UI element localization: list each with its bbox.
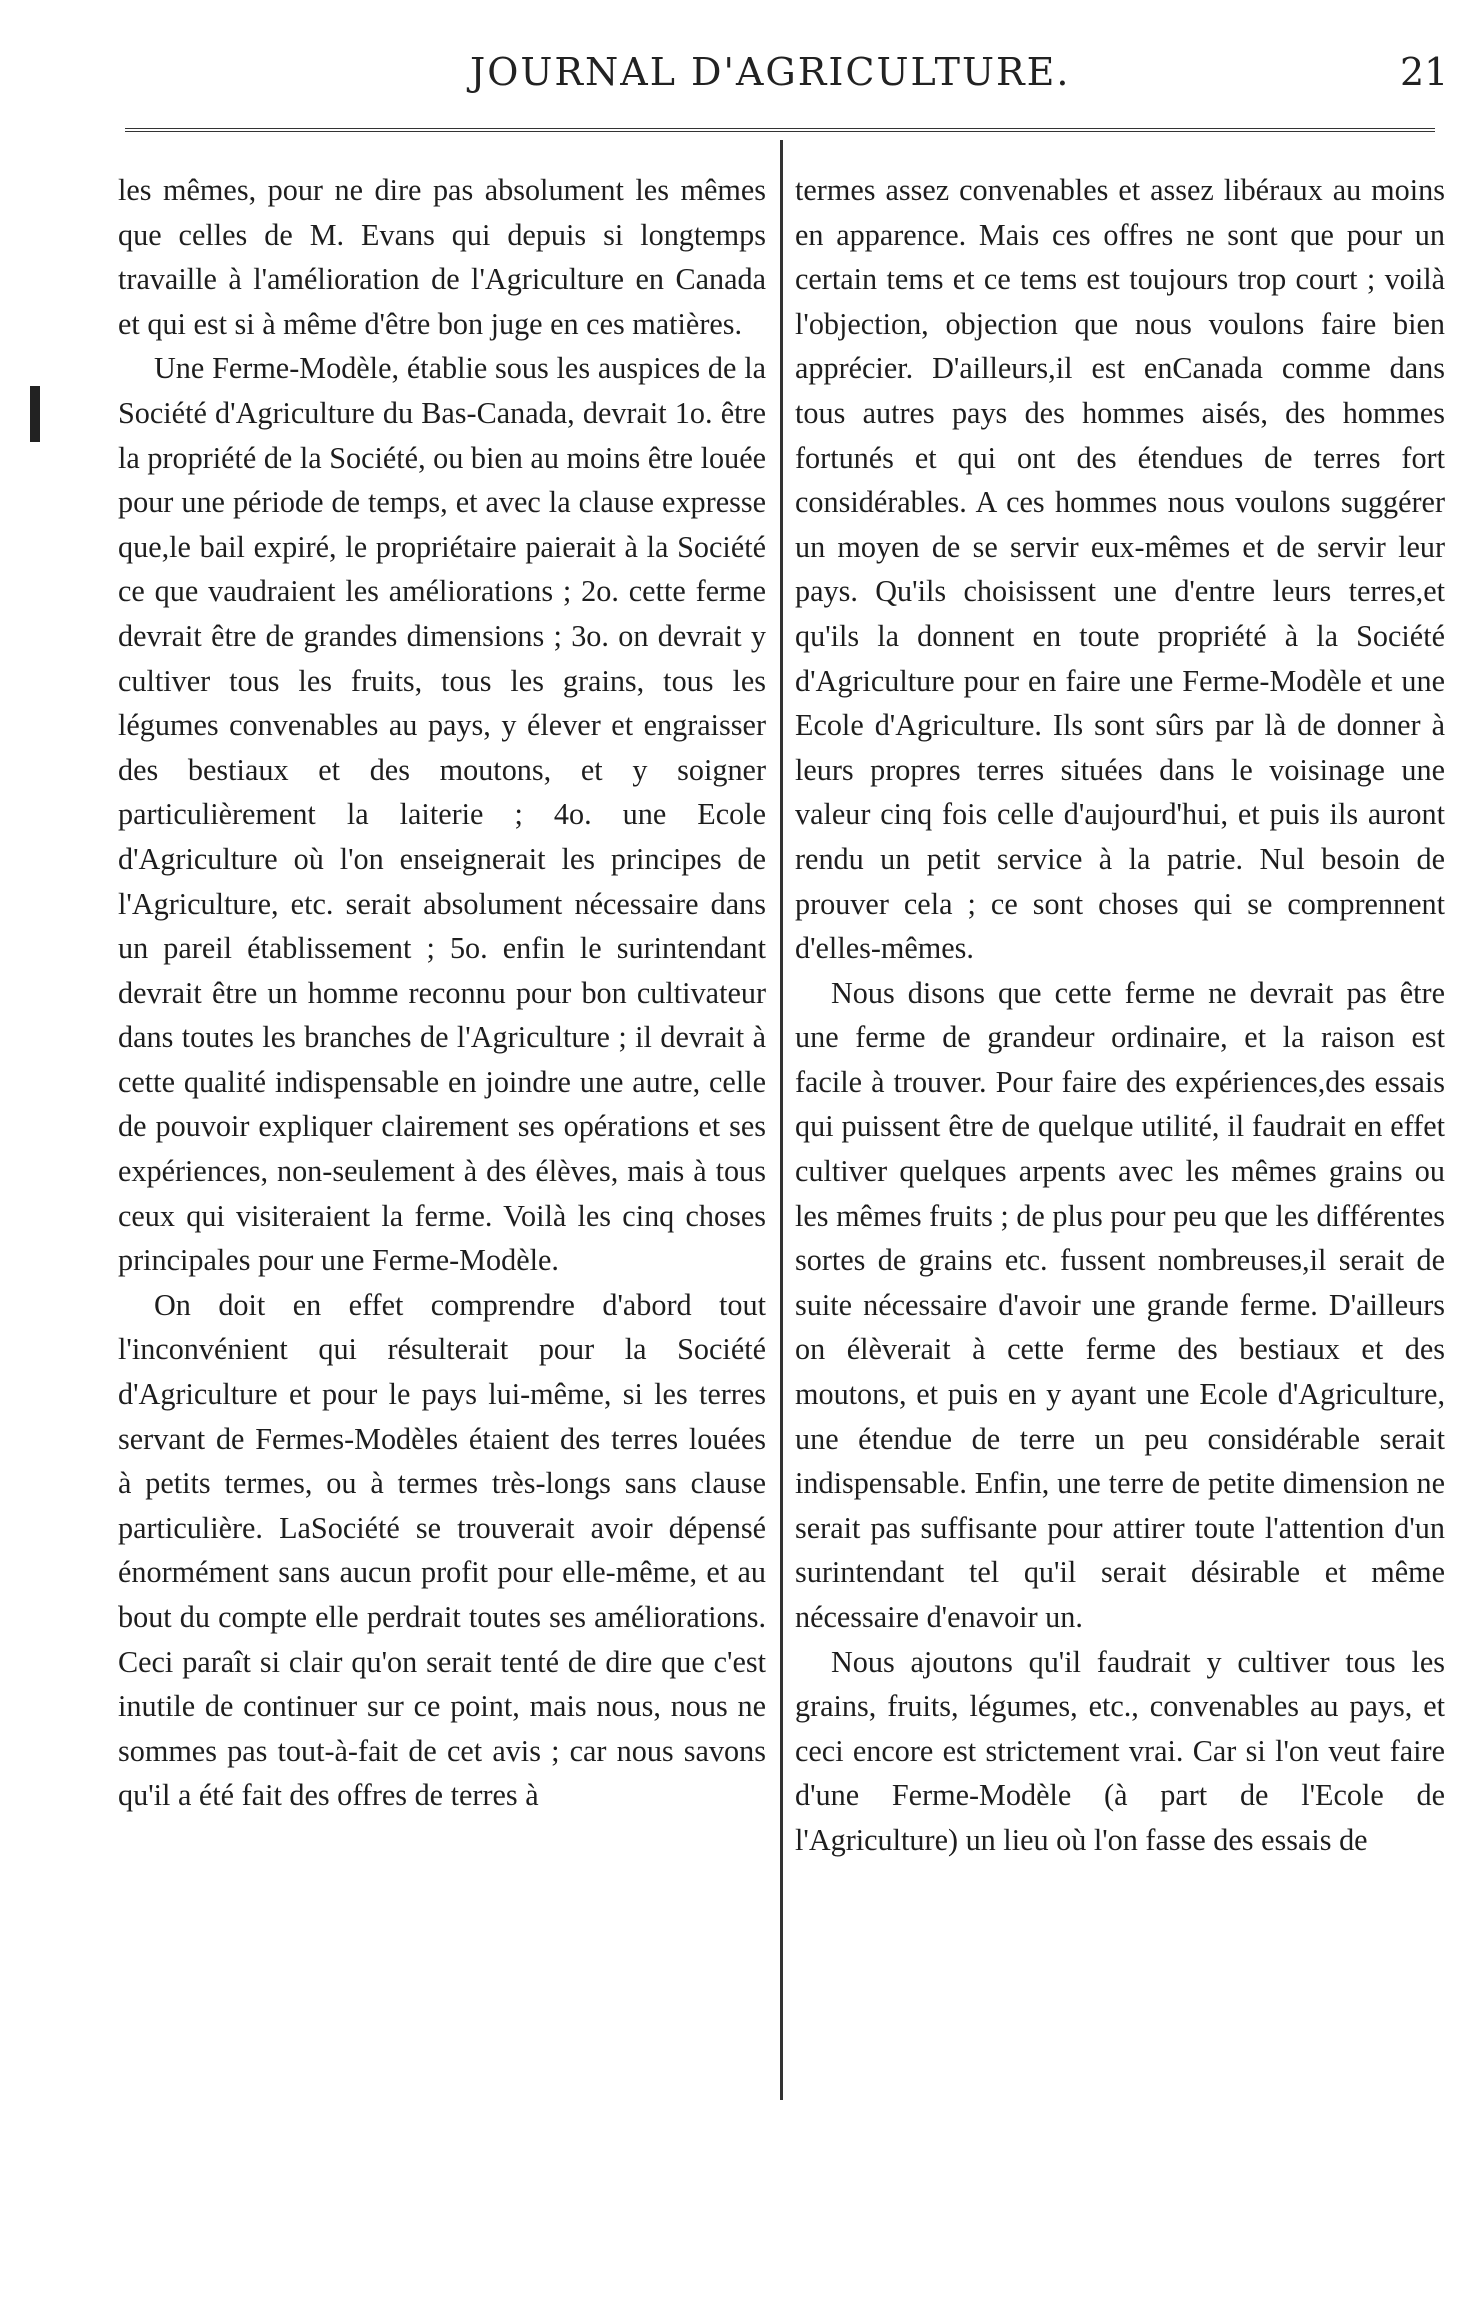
right-paragraph-1: termes assez convenables et assez libéraux au moins en apparence. Mais ces offres ne sont que pour un certain tems et ce tems est toujours trop court ; voilà l'objection, objection que nous voulons faire bien apprécier. D'ailleurs,il est enCanada comme dans tous autres pays des hommes aisés, des hommes fortunés et qui ont des étendues de terres fort considérables. A ces hommes nous voulons suggérer un moyen de se servir eux-mêmes et de servir leur pays. Qu'ils choisissent une d'entre leurs terres,et qu'ils la donnent en toute propriété à la Société d'Agriculture pour en faire une Ferme-Modèle et une Ecole d'Agriculture. Ils sont sûrs par là de donner à leurs propres terres situées dans le voisinage une valeur cinq fois celle d'aujourd'hui, et puis ils auront rendu un petit service à la patrie. Nul besoin de prouver cela ; ce sont choses qui se comprennent d'elles-mêmes.	[795, 173, 1445, 966]
right-paragraph-3: Nous ajoutons qu'il faudrait y cultiver tous les grains, fruits, légumes, etc., convenables au pays, et ceci encore est strictement vrai. Car si l'on veut faire d'une Ferme-Modèle (à part de l'Ecole de l'Agriculture) un lieu où l'on fasse des essais de	[795, 1644, 1445, 1857]
header-rule	[125, 128, 1435, 132]
right-paragraph-2: Nous disons que cette ferme ne devrait pas être une ferme de grandeur ordinaire, et la raison est facile à trouver. Pour faire des expériences,des essais qui puissent être de quelque utilité, il faudrait en effet cultiver quelques arpents avec les mêmes grains ou les mêmes fruits ; de plus pour peu que les différentes sortes de grains etc. fussent nombreuses,il serait de suite nécessaire d'avoir une grande ferme. D'ailleurs on élèverait à cette ferme des bestiaux et des moutons, et puis en y ayant une Ecole d'Agriculture, une étendue de terre un peu considérable serait indispensable. Enfin, une terre de petite dimension ne serait pas suffisante pour attirer toute l'attention d'un surintendant tel qu'il serait désirable et même nécessaire d'enavoir un.	[795, 975, 1445, 1634]
page-number: 21	[1400, 50, 1449, 94]
left-paragraph-2: Une Ferme-Modèle, établie sous les auspices de la Société d'Agriculture du Bas-Canada, devrait 1o. être la propriété de la Société, ou bien au moins être louée pour une période de temps, et avec la clause expresse que,le bail expiré, le propriétaire paierait à la Société ce que vaudraient les améliorations ; 2o. cette ferme devrait être de grandes dimensions ; 3o. on devrait y cultiver tous les fruits, tous les grains, tous les légumes convenables au pays, y élever et engraisser des bestiaux et des moutons, et y soigner particulièrement la laiterie ; 4o. une Ecole d'Agriculture où l'on enseignerait les principes de l'Agriculture, etc. serait absolument nécessaire dans un pareil établissement ; 5o. enfin le surintendant devrait être un homme reconnu pour bon cultivateur dans toutes les branches de l'Agriculture ; il devrait à cette qualité indispensable en joindre une autre, celle de pouvoir expliquer clairement ses opérations et ses expériences, non-seulement à des élèves, mais à tous ceux qui visiteraient la ferme. Voilà les cinq choses principales pour une Ferme-Modèle.	[118, 351, 766, 1278]
column-divider	[780, 140, 783, 2100]
page-header	[0, 40, 1475, 110]
left-column	[118, 168, 766, 1818]
right-column	[795, 168, 1445, 1863]
left-paragraph-1: les mêmes, pour ne dire pas absolument les mêmes que celles de M. Evans qui depuis si longtemps travaille à l'amélioration de l'Agriculture en Canada et qui est si à même d'être bon juge en ces matières.	[118, 173, 766, 341]
left-paragraph-3: On doit en effet comprendre d'abord tout l'inconvénient qui résulterait pour la Société d'Agriculture et pour le pays lui-même, si les terres servant de Fermes-Modèles étaient des terres louées à petits termes, ou à termes très-longs sans clause particulière. LaSociété se trouverait avoir dépensé énormément sans aucun profit pour elle-même, et au bout du compte elle perdrait toutes ses améliorations. Ceci paraît si clair qu'on serait tenté de dire que c'est inutile de continuer sur ce point, mais nous, nous ne sommes pas tout-à-fait de cet avis ; car nous savons qu'il a été fait des offres de terres à	[118, 1287, 766, 1813]
margin-mark	[30, 386, 40, 442]
journal-title: JOURNAL D'AGRICULTURE.	[470, 50, 1071, 94]
